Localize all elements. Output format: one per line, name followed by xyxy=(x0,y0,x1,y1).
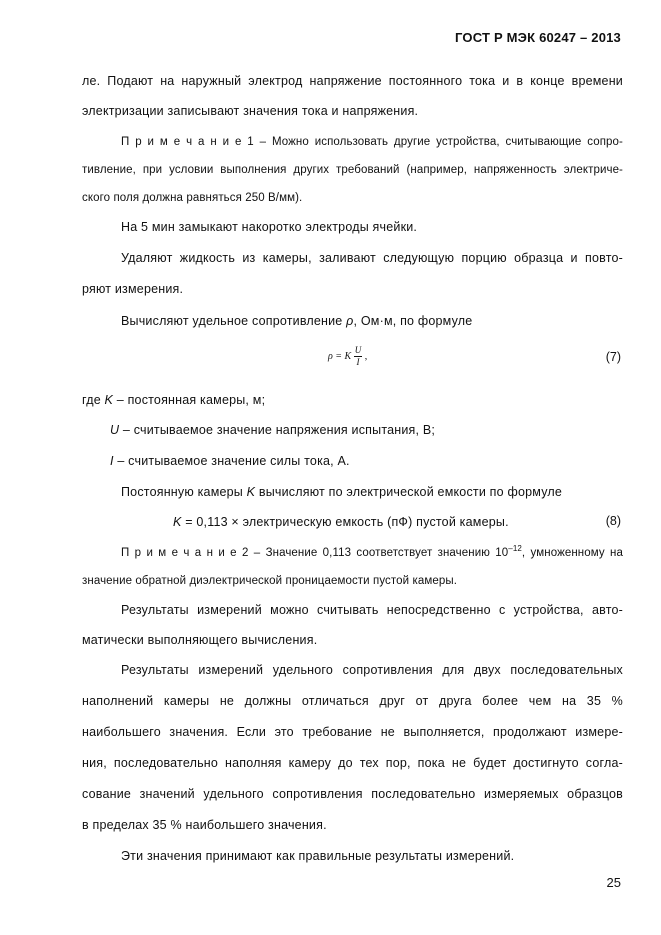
formula-7-denominator: I xyxy=(356,357,360,367)
note-1-line: тивление, при условии выполнения других требований (например, напряженность электриче- xyxy=(82,164,623,176)
paragraph-line: Результаты измерений удельного сопротивления для двух последовательных xyxy=(121,663,623,677)
where-line: I – считываемое значение силы тока, А. xyxy=(110,454,350,468)
paragraph-line: в пределах 35 % наибольшего значения. xyxy=(82,818,327,832)
paragraph-line: ряют измерения. xyxy=(82,282,184,296)
paragraph-line: Эти значения принимают как правильные результаты измерений. xyxy=(121,849,515,863)
paragraph-line: ния, последовательно наполняя камеру до тех пор, пока не будет достигнуто согла- xyxy=(82,756,623,770)
where-line: U – считываемое значение напряжения испытания, В; xyxy=(110,423,436,437)
page-number: 25 xyxy=(606,875,621,890)
paragraph-line: Постоянную камеры K вычисляют по электрической емкости по формуле xyxy=(121,485,563,499)
paragraph-line: наполнений камеры не должны отличаться друг от друга более чем на 35 % xyxy=(82,694,623,708)
equation-number-8: (8) xyxy=(605,514,621,528)
note-2-label: П р и м е ч а н и е 2 xyxy=(121,547,249,559)
paragraph-line: наибольшего значения. Если это требование не выполняется, продолжают измере- xyxy=(82,725,623,739)
formula-7: ρ = K $\frac{U}{I}$ , xyxy=(328,345,368,367)
paragraph-line: Результаты измерений можно считывать непосредственно с устройства, авто- xyxy=(121,603,623,617)
equation-number-7: (7) xyxy=(605,350,621,364)
paragraph-line: На 5 мин замыкают накоротко электроды ячейки. xyxy=(121,220,418,234)
page-header-title: ГОСТ Р МЭК 60247 – 2013 xyxy=(455,30,621,45)
formula-8: K = 0,113 × электрическую емкость (пФ) пустой камеры. xyxy=(173,515,509,529)
note-2-line: значение обратной диэлектрической проницаемости пустой камеры. xyxy=(82,575,457,587)
formula-7-lhs: ρ = K xyxy=(328,350,352,362)
paragraph-line: Вычисляют удельное сопротивление ρ, Ом·м, по формуле xyxy=(121,314,473,328)
note-1-line: ского поля должна равняться 250 В/мм). xyxy=(82,192,303,204)
rho-symbol: ρ xyxy=(346,314,354,328)
paragraph-line: сование значений удельного сопротивления последовательно измеряемых образцов xyxy=(82,787,623,801)
paragraph-line: электризации записывают значения тока и напряжения. xyxy=(82,104,419,118)
paragraph-line: матически выполняющего вычисления. xyxy=(82,633,318,647)
formula-7-fraction xyxy=(354,345,363,368)
paragraph-line: ле. Подают на наружный электрод напряжение постоянного тока и в конце времени xyxy=(82,74,623,88)
formula-7-numerator: U xyxy=(354,345,362,355)
note-2-line: П р и м е ч а н и е 2 – Значение 0,113 соответствует значению $10^{-12}$, умноженному на xyxy=(121,544,623,559)
note-1-line: П р и м е ч а н и е 1 – Можно использовать другие устройства, считывающие сопро- xyxy=(121,136,623,148)
where-line: где K – постоянная камеры, м; xyxy=(82,393,266,407)
paragraph-line: Удаляют жидкость из камеры, заливают следующую порцию образца и повто- xyxy=(121,251,623,265)
note-1-label: П р и м е ч а н и е 1 xyxy=(121,136,254,148)
